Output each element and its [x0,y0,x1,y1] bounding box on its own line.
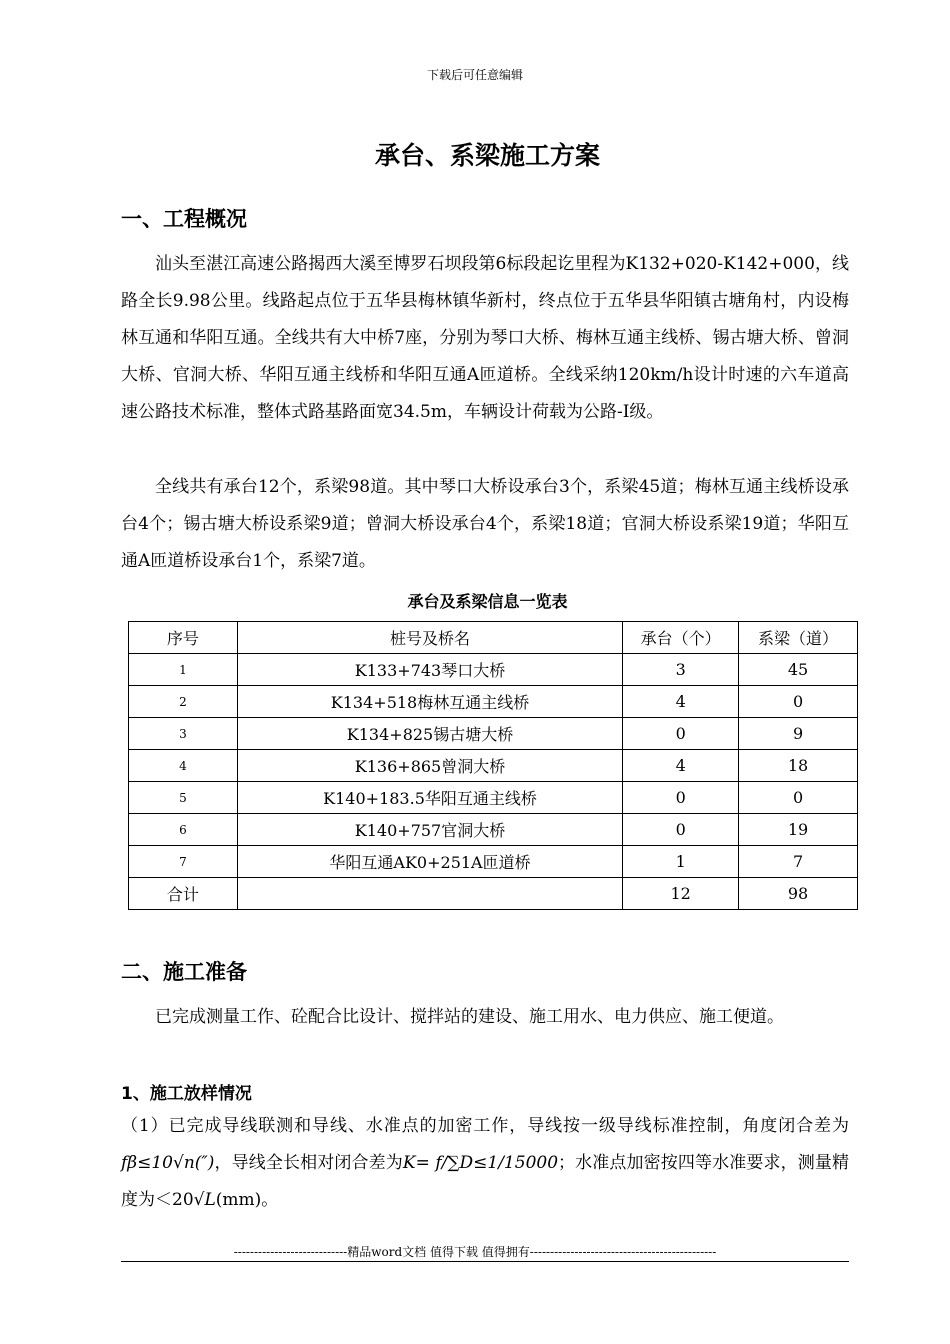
formula-relative-closure: K= f/∑D≤1/15000 [402,1153,559,1173]
row-beams: 45 [739,654,858,686]
survey-text-c: ；水准点加密按四等水准要求，测量精度为＜20√ [121,1153,849,1210]
section-heading-preparation: 二、施工准备 [121,960,247,984]
row-beams: 7 [739,846,858,878]
header-caps: 承台（个） [623,622,739,654]
header-note: 下载后可任意编辑 [426,68,523,82]
header-beams: 系梁（道） [739,622,858,654]
row-index: 5 [129,782,238,814]
row-beams: 18 [739,750,858,782]
subsection-heading-survey: 1、施工放样情况 [121,1084,252,1104]
row-caps: 0 [623,782,739,814]
formula-angle-closure: fβ≤10√n(″) [121,1153,215,1173]
overview-paragraph-2: 全线共有承台12个，系梁98道。其中琴口大桥设承台3个，系梁45道；梅林互通主线桥设承台4个；锡古塘大桥设系梁9道；曾洞大桥设承台4个，系梁18道；官洞大桥设系梁19道；华阳互通A匝道桥设承台1个，系梁7道。 [121,477,849,571]
header-index: 序号 [129,622,238,654]
formula-length: L [204,1190,216,1210]
survey-text-a: （1）已完成导线联测和导线、水准点的加密工作，导线按一级导线标准控制，角度闭合差为 [121,1116,849,1136]
section-heading-overview: 一、工程概况 [121,207,247,231]
footer-note: ----------------------------精品word文档 值得下载 值得拥有---------------------------------------------- [233,1245,717,1259]
survey-text-d: (mm)。 [215,1190,279,1210]
row-caps: 1 [623,846,739,878]
info-table [128,621,858,910]
row-index: 1 [129,654,238,686]
row-bridge: K140+757官洞大桥 [237,814,622,846]
table-row [129,750,858,782]
row-bridge: K140+183.5华阳互通主线桥 [237,782,622,814]
row-caps: 0 [623,718,739,750]
total-label: 合计 [129,878,238,910]
table-row [129,718,858,750]
row-index: 2 [129,686,238,718]
row-beams: 9 [739,718,858,750]
row-caps: 0 [623,814,739,846]
row-bridge: K136+865曾洞大桥 [237,750,622,782]
preparation-paragraph: 已完成测量工作、砼配合比设计、搅拌站的建设、施工用水、电力供应、施工便道。 [155,1007,784,1027]
row-caps: 3 [623,654,739,686]
row-index: 7 [129,846,238,878]
table-row [129,654,858,686]
row-bridge: 华阳互通AK0+251A匝道桥 [237,846,622,878]
row-caps: 4 [623,686,739,718]
overview-paragraph-1: 汕头至湛江高速公路揭西大溪至博罗石坝段第6标段起讫里程为K132+020-K142+000，线路全长9.98公里。线路起点位于五华县梅林镇华新村，终点位于五华县华阳镇古塘角村，内设梅林互通和华阳互通。全线共有大中桥7座，分别为琴口大桥、梅林互通主线桥、锡古塘大桥、曾洞大桥、官洞大桥、华阳互通主线桥和华阳互通A匝道桥。全线采纳120km/h设计时速的六车道高速公路技术标准，整体式路基路面宽34.5m，车辆设计荷载为公路-Ⅰ级。 [121,254,849,422]
table-row [129,814,858,846]
document-title: 承台、系梁施工方案 [374,141,600,170]
table-row [129,686,858,718]
total-beams: 98 [739,878,858,910]
row-bridge: K134+825锡古塘大桥 [237,718,622,750]
row-index: 3 [129,718,238,750]
row-bridge: K134+518梅林互通主线桥 [237,686,622,718]
table-caption: 承台及系梁信息一览表 [407,592,568,611]
row-beams: 0 [739,686,858,718]
table-row [129,782,858,814]
row-beams: 19 [739,814,858,846]
row-beams: 0 [739,782,858,814]
table-header-row [129,622,858,654]
survey-text-b: ，导线全长相对闭合差为 [214,1153,403,1173]
header-bridge: 桩号及桥名 [237,622,622,654]
table-total-row [129,878,858,910]
row-index: 6 [129,814,238,846]
row-bridge: K133+743琴口大桥 [237,654,622,686]
footer-divider [121,1261,849,1262]
total-empty [237,878,622,910]
table-row [129,846,858,878]
survey-paragraph [121,1108,849,1219]
total-caps: 12 [623,878,739,910]
row-index: 4 [129,750,238,782]
row-caps: 4 [623,750,739,782]
